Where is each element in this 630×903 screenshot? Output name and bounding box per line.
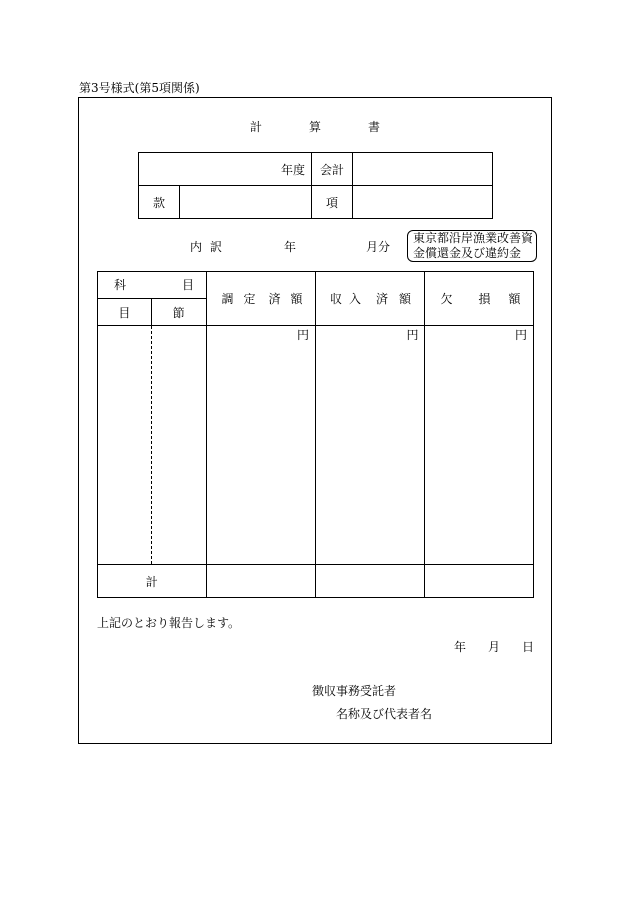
loss-char-2: 損 [478,292,491,306]
date-year: 年 [454,640,467,654]
assessed-char-2: 定 [243,292,256,306]
received-char-3: 済 [376,292,389,306]
subject-header [98,272,207,299]
fiscal-year-label: 年度 [280,162,305,177]
received-yen: 円 [406,328,419,342]
account-label: 会計 [319,162,344,177]
date-month: 月 [488,640,501,654]
section-label: 款 [152,195,165,210]
assessed-header [206,272,315,326]
received-header [316,272,425,326]
representative-label: 名称及び代表者名 [336,707,433,721]
clause-subheader-label: 節 [172,305,185,320]
breakdown-month: 月分 [366,240,391,254]
assessed-body-cell[interactable] [206,326,315,565]
total-label-cell [98,565,207,598]
assessed-char-3: 済 [268,292,281,306]
loss-total-cell[interactable] [425,565,534,598]
received-char-2: 入 [349,292,362,306]
breakdown-char-2: 訳 [210,240,223,254]
date-day: 日 [522,640,535,654]
loss-char-3: 額 [508,292,521,306]
header-table [138,152,493,219]
breakdown-char-1: 内 [190,240,203,254]
loss-yen: 円 [514,328,527,342]
assessed-char-1: 調 [221,292,234,306]
breakdown-year: 年 [284,240,297,254]
title-char-1: 計 [250,120,263,134]
collector-label: 徴収事務受託者 [312,684,397,698]
item-value-cell[interactable] [353,186,493,219]
item-subheader [98,299,152,326]
item-label-cell [312,186,353,219]
assessed-yen: 円 [296,328,309,342]
form-label: 第3号様式(第5項関係) [79,81,200,95]
fund-name-line2: 金償還金及び違約金 [413,246,522,260]
total-label: 計 [145,574,158,589]
account-label-cell [312,153,353,186]
subject-char-1: 科 [114,278,127,292]
subject-char-2: 目 [182,278,195,292]
account-value-cell[interactable] [353,153,493,186]
assessed-char-4: 額 [290,292,303,306]
clause-subheader [151,299,206,326]
loss-char-1: 欠 [440,292,453,306]
clause-body-cell[interactable] [151,326,206,565]
received-total-cell[interactable] [316,565,425,598]
assessed-total-cell[interactable] [206,565,315,598]
fiscal-year-cell [139,153,312,186]
fund-name-line1: 東京都沿岸漁業改善資 [413,231,534,245]
title-char-3: 書 [368,120,381,134]
loss-body-cell[interactable] [425,326,534,565]
section-label-cell [139,186,180,219]
item-label: 項 [325,195,338,210]
main-table [97,271,534,598]
received-body-cell[interactable] [316,326,425,565]
item-subheader-label: 目 [118,305,131,320]
report-text: 上記のとおり報告します。 [97,616,241,630]
section-value-cell[interactable] [180,186,312,219]
loss-header [425,272,534,326]
item-body-cell[interactable] [98,326,152,565]
title-char-2: 算 [309,120,322,134]
received-char-4: 額 [399,292,412,306]
received-char-1: 収 [330,292,343,306]
